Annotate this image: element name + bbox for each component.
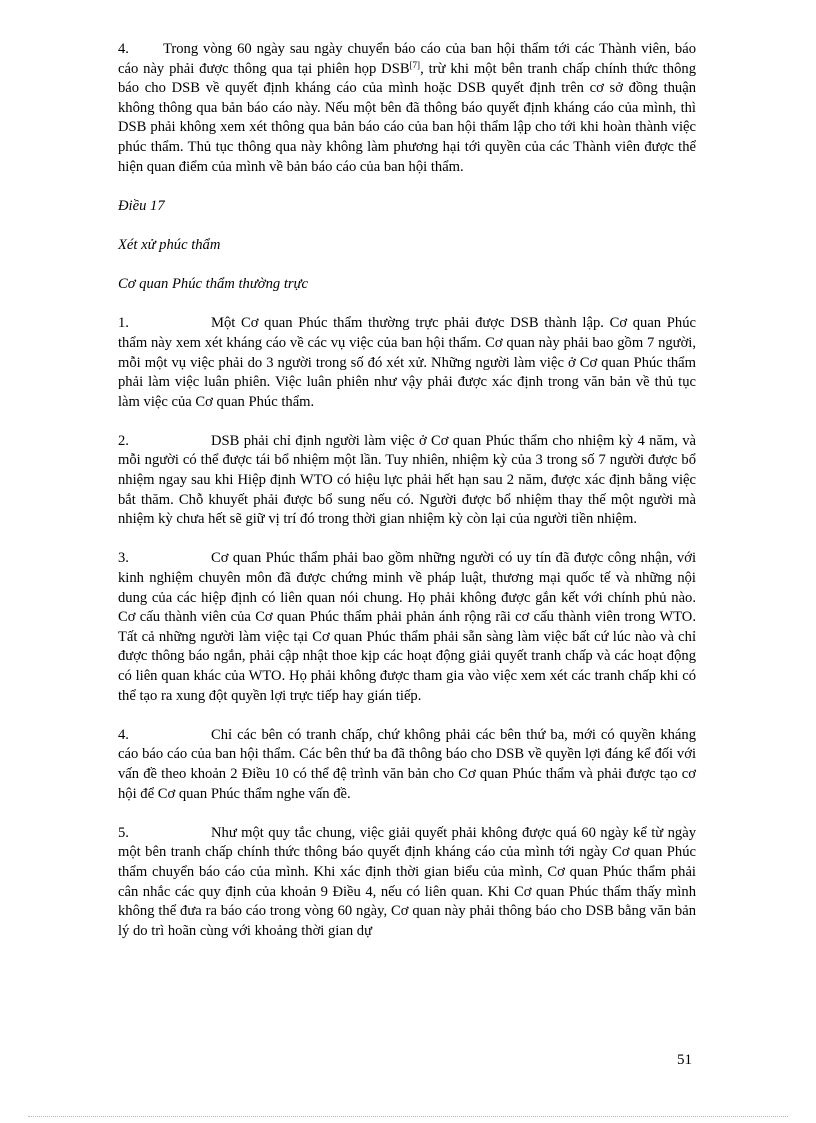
paragraph-number: 5. xyxy=(118,824,129,841)
paragraph-number: 4. xyxy=(118,726,129,743)
paragraph-text: Cơ quan Phúc thẩm phải bao gồm những người có uy tín đã được công nhận, với kinh nghiệm chuyên môn đã được chứng minh về pháp luật, thương mại quốc tế và những nội dung của các hiệp định có liên quan nói chung. Họ phải không được gắn kết với chính phủ nào. Cơ cấu thành viên của Cơ quan Phúc thẩm phải phản ánh rộng rãi cơ cấu thành viên trong WTO. Tất cả những người làm việc tại Cơ quan Phúc thẩm phải sẵn sàng làm việc bất cứ lúc nào và chỉ được thông báo ngắn, phải cập nhật thoe kịp các hoạt động giải quyết tranh chấp và các hoạt động có liên quan khác của WTO. Họ phải không được tham gia vào việc xem xét các tranh chấp khi có thể tạo ra xung đột quyền lợi trực tiếp hay gián tiếp. xyxy=(118,550,696,704)
paragraph-text-continued: , trừ khi một bên tranh chấp chính thức thông báo cho DSB về quyết định kháng cáo của mình hoặc DSB quyết định trên cơ sở đồng thuận không thông qua bản báo cáo này. Nếu một bên đã thông báo quyết định kháng cáo của mình, thì DSB phải không xem xét thông qua bản báo cáo của ban hội thẩm lập cho tới khi hoàn thành việc phúc thẩm. Thủ tục thông qua này không làm phương hại tới quyền của các Thành viên được thể hiện quan điểm của mình về bản báo cáo của ban hội thẩm. xyxy=(118,60,696,175)
article-17-paragraph-3 xyxy=(118,549,696,706)
paragraph-text: Trong vòng 60 ngày sau ngày chuyển báo cáo của ban hội thẩm tới các Thành viên, báo cáo này phải được thông qua tại phiên họp DSB xyxy=(118,41,696,77)
section-title: Cơ quan Phúc thẩm thường trực xyxy=(118,276,308,293)
paragraph-text: DSB phải chỉ định người làm việc ở Cơ quan Phúc thẩm cho nhiệm kỳ 4 năm, và mỗi người có thể được tái bổ nhiệm một lần. Tuy nhiên, nhiệm kỳ của 3 trong số 7 người được bổ nhiệm ngay sau khi Hiệp định WTO có hiệu lực phải hết hạn sau 2 năm, được xác định bằng việc bắt thăm. Chỗ khuyết phải được bổ sung nếu có. Người được bổ nhiệm thay thế một người mà nhiệm kỳ chưa hết sẽ giữ vị trí đó trong thời gian nhiệm kỳ còn lại của người tiền nhiệm. xyxy=(118,432,696,528)
paragraph-4-report-adoption xyxy=(118,40,696,177)
article-17-paragraph-2 xyxy=(118,432,696,530)
paragraph-text: Một Cơ quan Phúc thẩm thường trực phải được DSB thành lập. Cơ quan Phúc thẩm này xem xét kháng cáo về các vụ việc của ban hội thẩm. Cơ quan này phải bao gồm 7 người, mỗi một vụ việc phải do 3 người trong số đó xét xử. Những người làm việc ở Cơ quan Phúc thẩm phải làm việc luân phiên. Việc luân phiên như vậy phải được xác định trong văn bản về thủ tục làm việc của Cơ quan Phúc thẩm. xyxy=(118,315,696,410)
article-title: Xét xử phúc thẩm xyxy=(118,236,221,253)
article-17-paragraph-5 xyxy=(118,824,696,942)
paragraph-number: 2. xyxy=(118,432,129,449)
footnote-reference[interactable]: [7] xyxy=(409,59,421,70)
paragraph-number: 1. xyxy=(118,315,129,332)
paragraph-text: Như một quy tắc chung, việc giải quyết phải không được quá 60 ngày kể từ ngày một bên tranh chấp chính thức thông báo quyết định kháng cáo của mình tới ngày Cơ quan Phúc thẩm chuyển báo cáo của mình. Khi xác định thời gian biểu của mình, Cơ quan Phúc thẩm phải cân nhắc các quy định của khoản 9 Điều 4, nếu có liên quan. Khi Cơ quan Phúc thẩm thấy mình không thể đưa ra báo cáo trong vòng 60 ngày, Cơ quan này phải thông báo cho DSB bằng văn bản lý do trì hoãn cùng với khoảng thời gian dự xyxy=(118,824,696,939)
footer-divider xyxy=(28,1116,788,1117)
document-page xyxy=(118,40,696,941)
paragraph-number: 4. xyxy=(118,41,129,57)
page-number: 51 xyxy=(677,1052,692,1068)
paragraph-number: 3. xyxy=(118,550,129,567)
article-heading: Điều 17 xyxy=(118,197,165,214)
paragraph-text: Chỉ các bên có tranh chấp, chứ không phải các bên thứ ba, mới có quyền kháng cáo báo cáo của ban hội thẩm. Các bên thứ ba đã thông báo cho DSB về quyền lợi đáng kể đối với vấn đề theo khoản 2 Điều 10 có thể đệ trình văn bản cho Cơ quan Phúc thẩm và phải được tạo cơ hội để Cơ quan Phúc thẩm nghe vấn đề. xyxy=(118,726,696,802)
article-17-paragraph-4 xyxy=(118,726,696,804)
article-17-paragraph-1 xyxy=(118,314,696,412)
